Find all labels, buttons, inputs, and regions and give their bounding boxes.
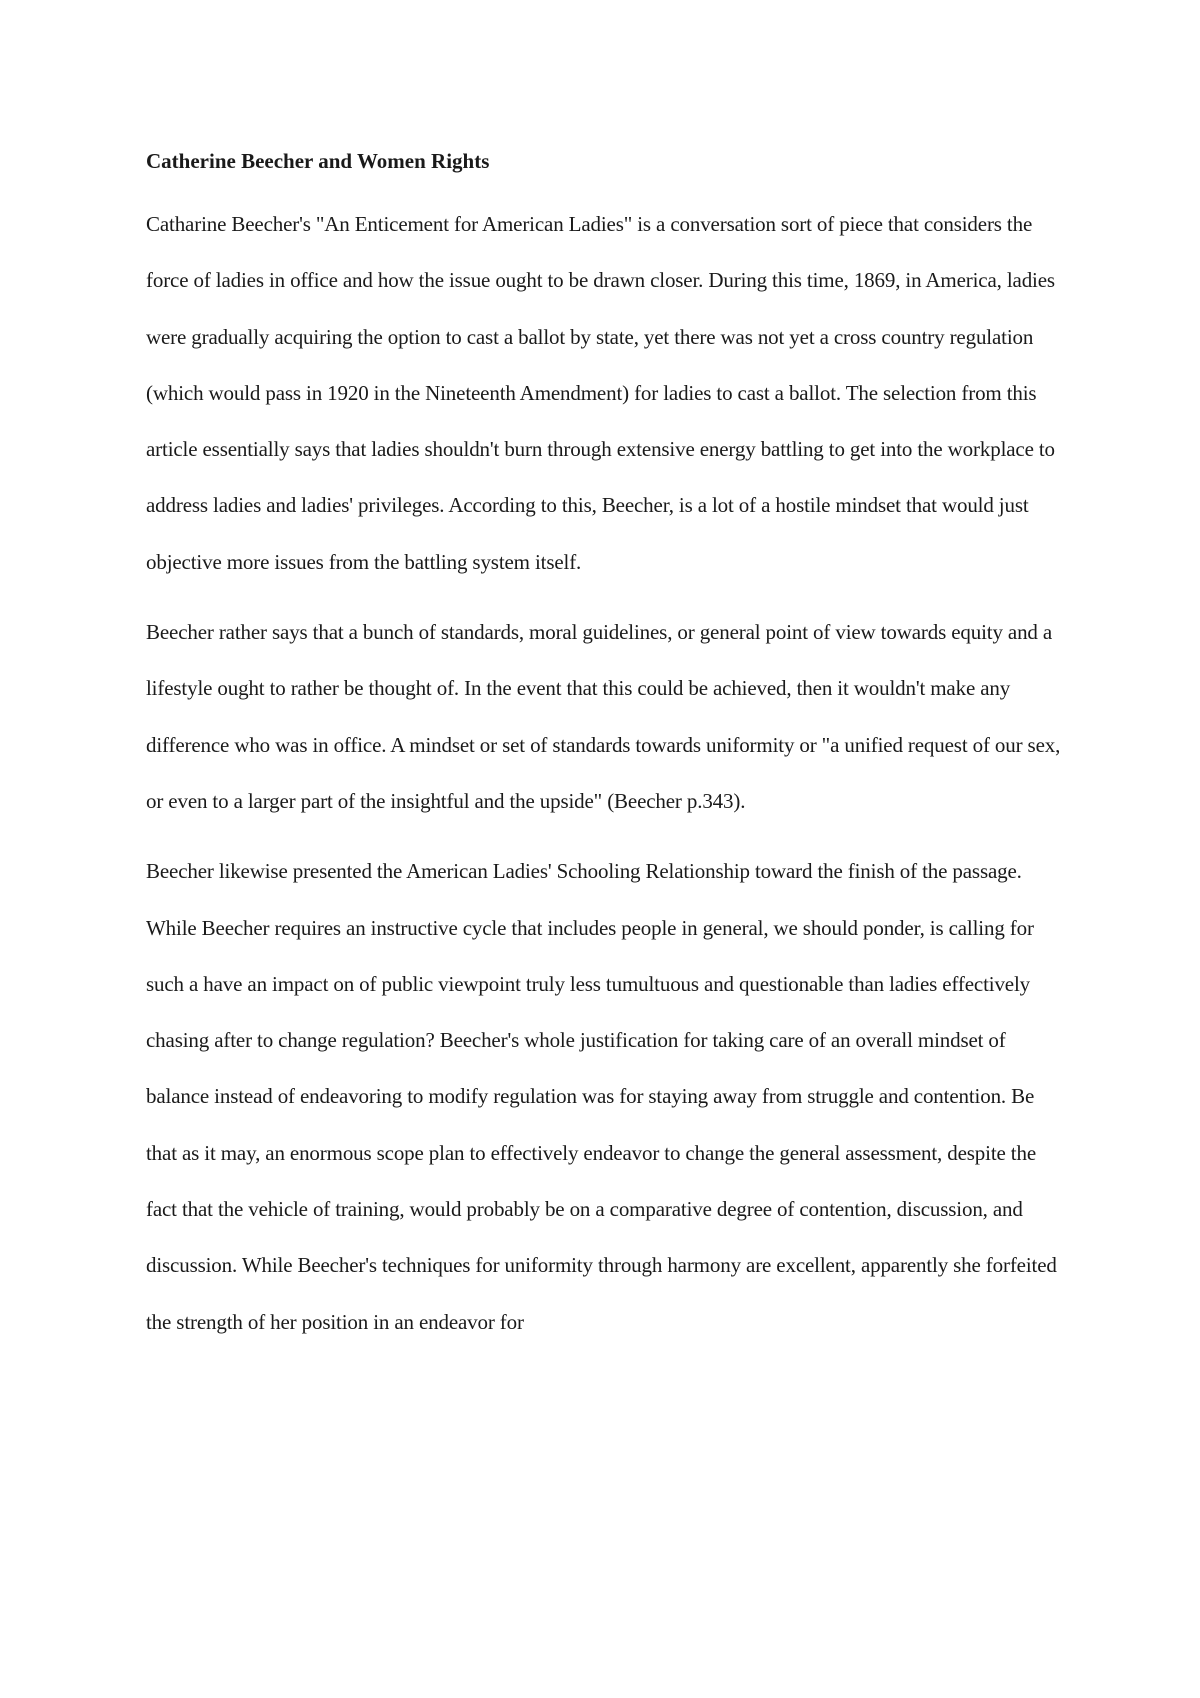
document-body: [146, 138, 1066, 1350]
document-title: Catherine Beecher and Women Rights: [146, 149, 490, 173]
paragraph-2: Beecher rather says that a bunch of standards, moral guidelines, or general point of view towards equity and a lifestyle ought to rather be thought of. In the event that this could be achieved, then it wouldn't make any difference who was in office. A mindset or set of standards towards uniformity or "a unified request of our sex, or even to a larger part of the insightful and the upside" (Beecher p.343).: [146, 620, 1061, 813]
paragraph-1: Catharine Beecher's "An Enticement for American Ladies" is a conversation sort of piece that considers the force of ladies in office and how the issue ought to be drawn closer. During this time, 1869, in America, ladies were gradually acquiring the option to cast a ballot by state, yet there was not yet a cross country regulation (which would pass in 1920 in the Nineteenth Amendment) for ladies to cast a ballot. The selection from this article essentially says that ladies shouldn't burn through extensive energy battling to get into the workplace to address ladies and ladies' privileges. According to this, Beecher, is a lot of a hostile mindset that would just objective more issues from the battling system itself.: [146, 212, 1055, 574]
paragraph-3: Beecher likewise presented the American Ladies' Schooling Relationship toward the finish of the passage. While Beecher requires an instructive cycle that includes people in general, we should ponder, is calling for such a have an impact on of public viewpoint truly less tumultuous and questionable than ladies effectively chasing after to change regulation? Beecher's whole justification for taking care of an overall mindset of balance instead of endeavoring to modify regulation was for staying away from struggle and contention. Be that as it may, an enormous scope plan to effectively endeavor to change the general assessment, despite the fact that the vehicle of training, would probably be on a comparative degree of contention, discussion, and discussion. While Beecher's techniques for uniformity through harmony are excellent, apparently she forfeited the strength of her position in an endeavor for: [146, 859, 1057, 1334]
